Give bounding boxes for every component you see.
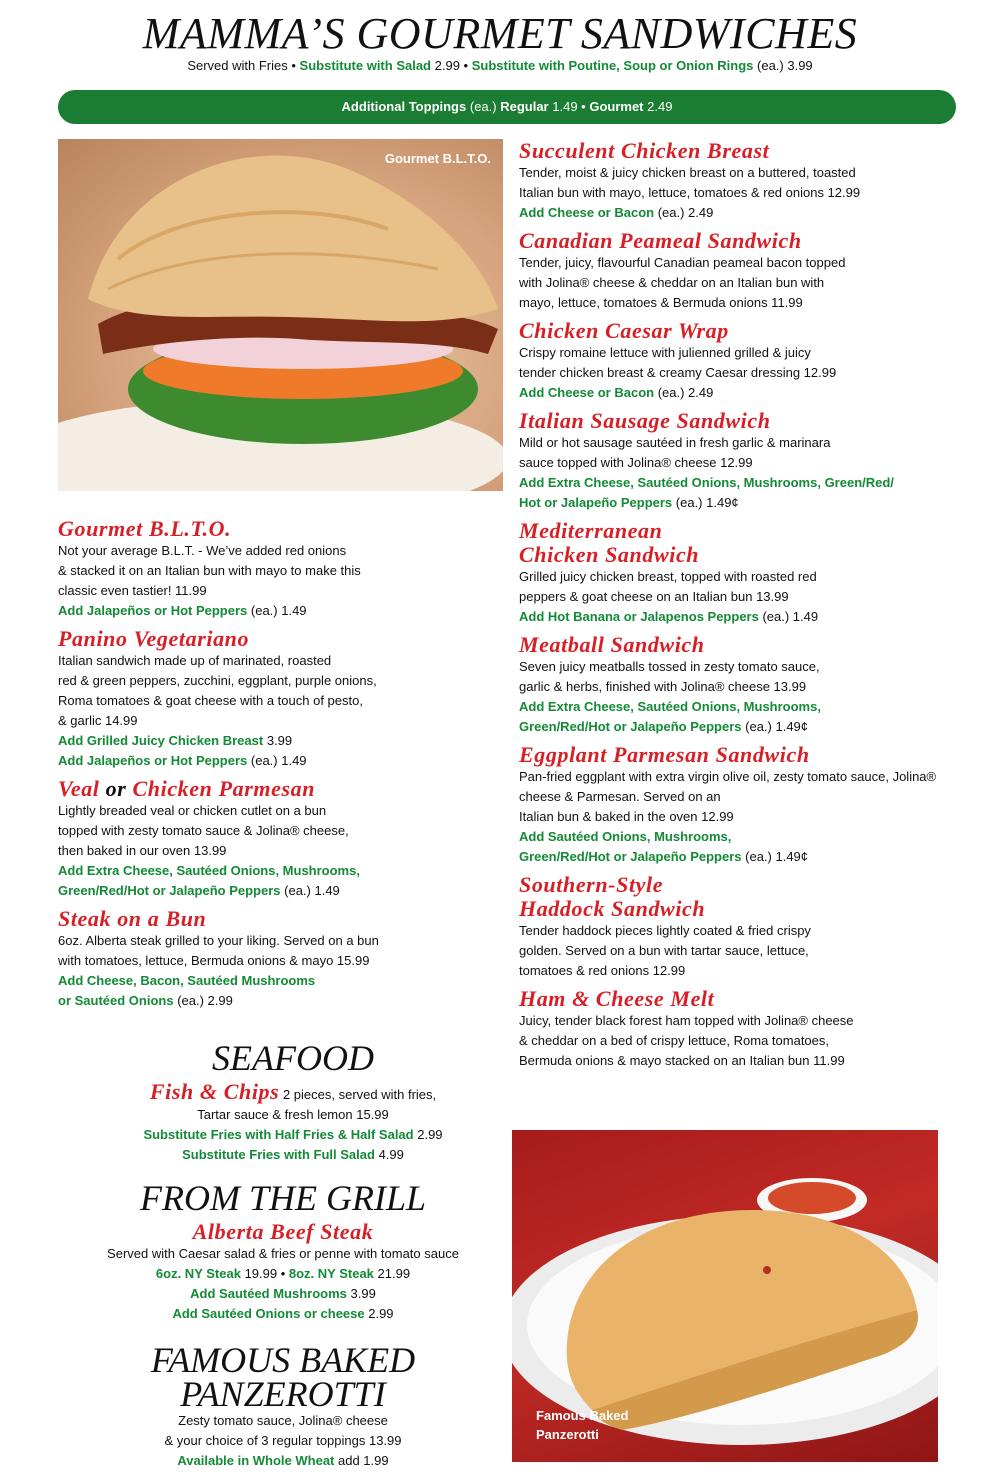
panzerotti-section: FAMOUS BAKED PANZEROTTI Zesty tomato sauce, Jolina® cheese & your choice of 3 regular toppings 13.99 Available in Whole Wheat add 1.99 — [58, 1343, 508, 1471]
menu-item-eggplant-parmesan: Eggplant Parmesan Sandwich Pan-fried eggplant with extra virgin olive oil, zesty tomato sauce, Jolina® cheese & Parmesan. Served on an Italian bun & baked in the oven 12.99 Add Sautéed Onions, Mushrooms, Green/Red/Hot or Jalapeño Peppers (ea.) 1.49¢ — [519, 742, 937, 864]
additional-toppings-banner: Additional Toppings (ea.) Regular 1.49 • Gourmet 2.49 — [58, 90, 956, 124]
menu-item-ham-cheese-melt: Ham & Cheese Melt Juicy, tender black forest ham topped with Jolina® cheese & cheddar on a bed of crispy lettuce, Roma tomatoes, Bermuda onions & mayo stacked on an Italian bun 11.99 — [519, 986, 854, 1068]
sides-info: Served with Fries • Substitute with Salad 2.99 • Substitute with Poutine, Soup or Onion Rings (ea.) 3.99 — [187, 58, 813, 73]
menu-item-veal-chicken-parmesan: Veal or Chicken Parmesan Lightly breaded veal or chicken cutlet on a bun topped with zesty tomato sauce & Jolina® cheese, then baked in our oven 13.99 Add Extra Cheese, Sautéed Onions, Mushrooms, Green/Red/Hot or Jalapeño Peppers (ea.) 1.49 — [58, 776, 360, 898]
menu-item-succulent-chicken-breast: Succulent Chicken Breast Tender, moist & juicy chicken breast on a buttered, toasted Italian bun with mayo, lettuce, tomatoes & red onions 12.99 Add Cheese or Bacon (ea.) 2.49 — [519, 138, 861, 220]
panzerotti-heading-1: FAMOUS BAKED — [150, 1340, 416, 1380]
seafood-section: SEAFOOD Fish & Chips 2 pieces, served with fries, Tartar sauce & fresh lemon 15.99 Substitute Fries with Half Fries & Half Salad 2.99 Substitute Fries with Full Salad 4.99 — [58, 1040, 528, 1165]
grill-heading: FROM THE GRILL — [140, 1178, 426, 1218]
panzerotti-photo-caption-2: Panzerotti — [536, 1427, 599, 1442]
panzerotti-heading-2: PANZEROTTI — [180, 1374, 386, 1414]
panzerotti-photo — [512, 1130, 938, 1462]
menu-item-mediterranean-chicken: Mediterranean Chicken Sandwich Grilled juicy chicken breast, topped with roasted red peppers & goat cheese on an Italian bun 13.99 Add Hot Banana or Jalapenos Peppers (ea.) 1.49 — [519, 518, 819, 624]
menu-item-canadian-peameal: Canadian Peameal Sandwich Tender, juicy, flavourful Canadian peameal bacon topped with Jolina® cheese & cheddar on an Italian bun with mayo, lettuce, tomatoes & Bermuda onions 11.99 — [519, 228, 846, 310]
menu-item-steak-on-a-bun: Steak on a Bun 6oz. Alberta steak grilled to your liking. Served on a bun with tomatoes, lettuce, Bermuda onions & mayo 15.99 Add Cheese, Bacon, Sautéed Mushrooms or Sautéed Onions (ea.) 2.99 — [58, 906, 379, 1008]
menu-item-chicken-caesar-wrap: Chicken Caesar Wrap Crispy romaine lettuce with julienned grilled & juicy tender chicken breast & creamy Caesar dressing 12.99 Add Cheese or Bacon (ea.) 2.49 — [519, 318, 837, 400]
menu-item-italian-sausage: Italian Sausage Sandwich Mild or hot sausage sautéed in fresh garlic & marinara sauce topped with Jolina® cheese 12.99 Add Extra Cheese, Sautéed Onions, Mushrooms, Green/Red/ Hot or Jalapeño Peppers (ea.) 1.49¢ — [519, 408, 894, 510]
page-title: MAMMA’S GOURMET SANDWICHES — [142, 9, 858, 58]
seafood-heading: SEAFOOD — [212, 1038, 374, 1078]
menu-item-panino-vegetariano: Panino Vegetariano Italian sandwich made up of marinated, roasted red & green peppers, zucchini, eggplant, purple onions, Roma tomatoes & goat cheese with a touch of pesto, & garlic 14.99 Add Grilled Juicy Chicken Breast 3.99 Add Jalapeños or Hot Peppers (ea.) 1.49 — [58, 626, 377, 768]
menu-item-blto: Gourmet B.L.T.O. Not your average B.L.T. - We’ve added red onions & stacked it on an Italian bun with mayo to make this classic even tastier! 11.99 Add Jalapeños or Hot Peppers (ea.) 1.49 — [58, 516, 361, 618]
menu-item-meatball-sandwich: Meatball Sandwich Seven juicy meatballs tossed in zesty tomato sauce, garlic & herbs, finished with Jolina® cheese 13.99 Add Extra Cheese, Sautéed Onions, Mushrooms, Green/Red/Hot or Jalapeño Peppers (ea.) 1.49¢ — [519, 632, 821, 734]
left-menu-column — [58, 517, 428, 1017]
blto-photo-caption: Gourmet B.L.T.O. — [384, 151, 491, 166]
grill-section: FROM THE GRILL Alberta Beef Steak Served with Caesar salad & fries or penne with tomato sauce 6oz. NY Steak 19.99 • 8oz. NY Steak 21.99 Add Sautéed Mushrooms 3.99 Add Sautéed Onions or cheese 2.99 — [58, 1180, 508, 1324]
panzerotti-photo-caption-1: Famous Baked — [536, 1408, 629, 1423]
sandwich-illustration — [58, 139, 503, 491]
menu-item-haddock-sandwich: Southern-Style Haddock Sandwich Tender haddock pieces lightly coated & fried crispy golden. Served on a bun with tartar sauce, lettuce, tomatoes & red onions 12.99 — [519, 872, 811, 978]
right-menu-column — [519, 139, 959, 1077]
blto-photo — [58, 139, 503, 491]
